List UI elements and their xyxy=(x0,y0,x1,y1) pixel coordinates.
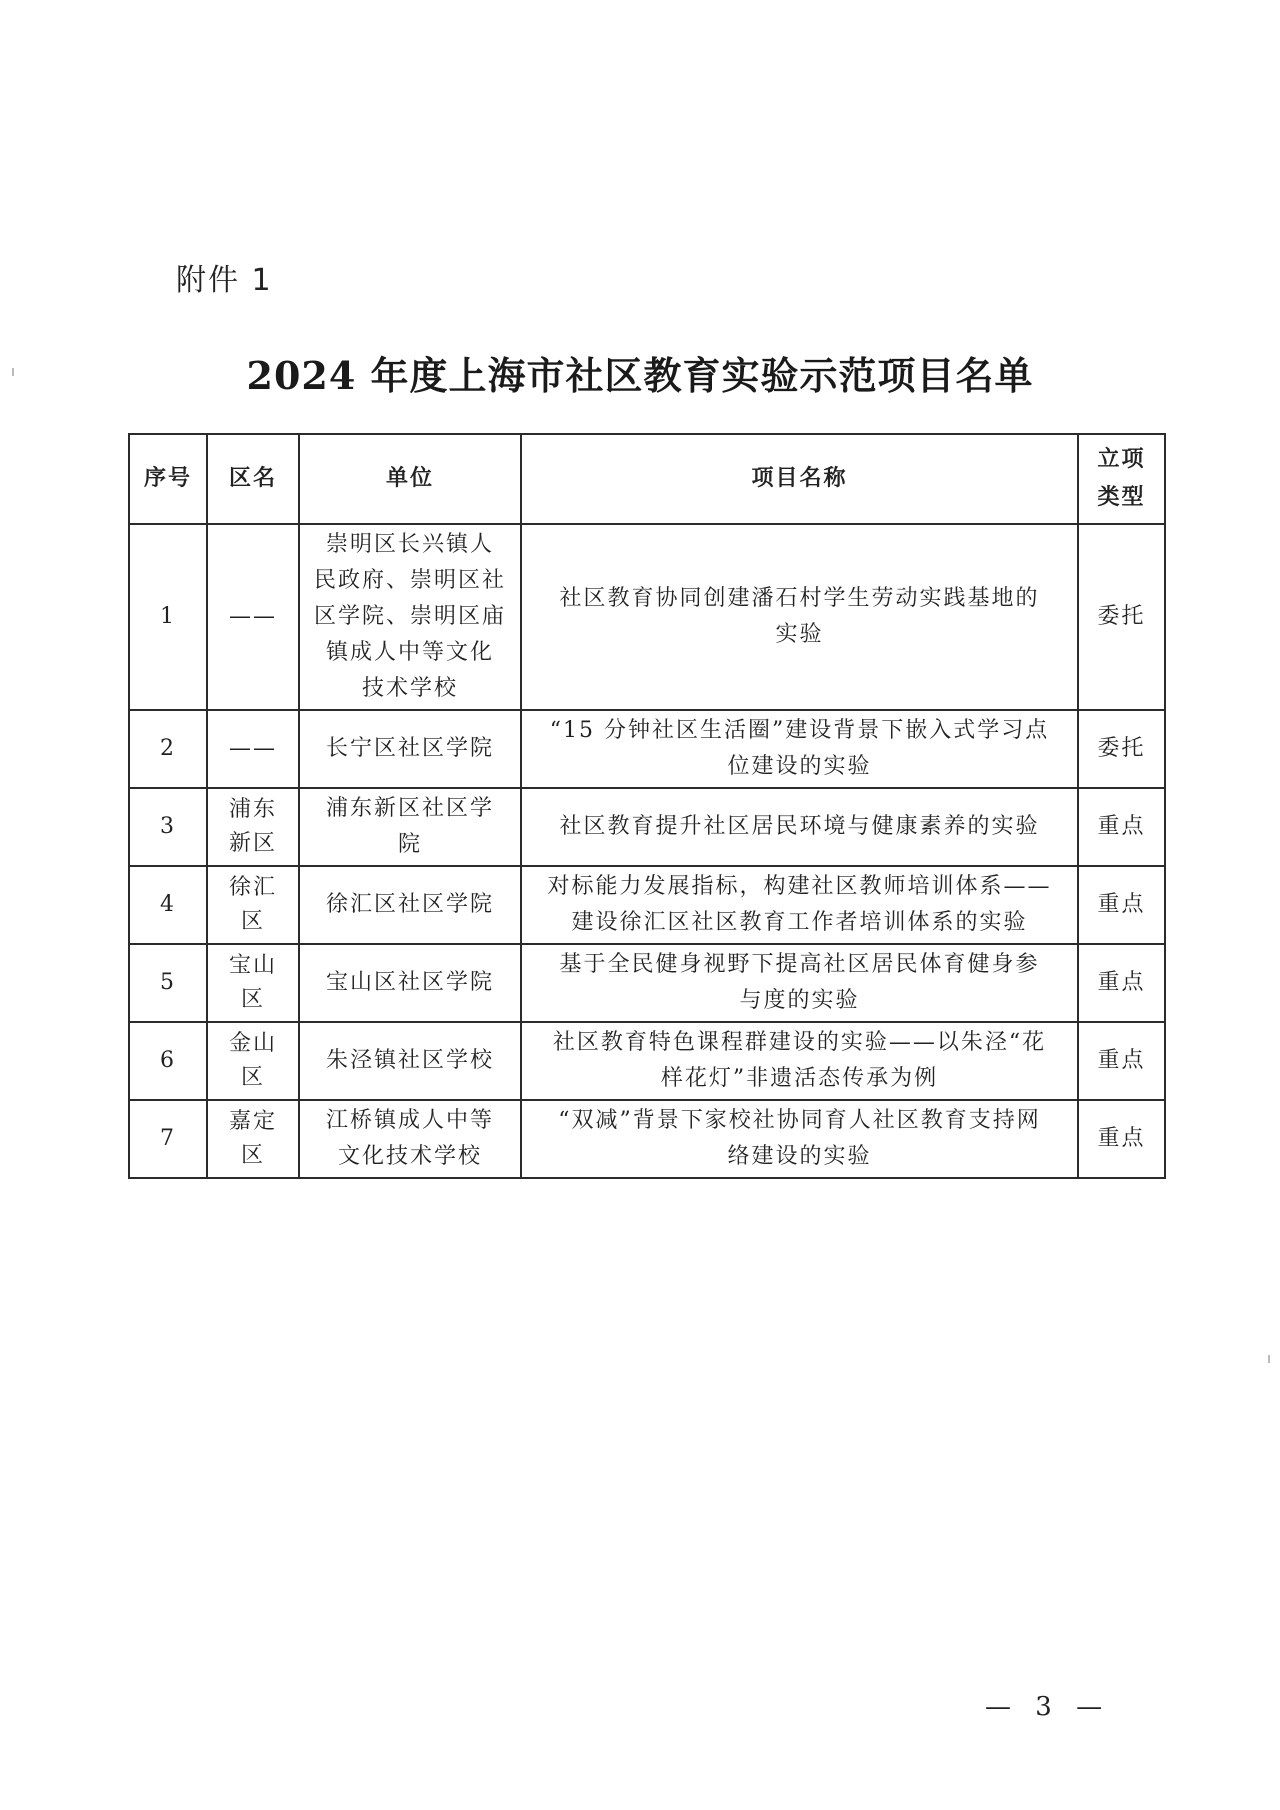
unit-line: 崇明区长兴镇人 xyxy=(325,532,494,557)
unit-line: 浦东新区社区学 xyxy=(325,796,494,821)
project-line: 基于全民健身视野下提高社区居民体育健身参 xyxy=(559,952,1040,977)
district-line: 浦东 xyxy=(228,797,277,822)
row-type: 委托 xyxy=(1078,524,1165,710)
row-unit xyxy=(299,1100,521,1178)
project-line: 实验 xyxy=(775,622,824,647)
row-project xyxy=(521,1100,1078,1178)
row-district xyxy=(207,524,299,710)
unit-line: 民政府、崇明区社 xyxy=(313,568,506,593)
row-unit xyxy=(299,866,521,944)
row-district xyxy=(207,710,299,788)
project-line: “双减”背景下家校社协同育人社区教育支持网 xyxy=(558,1108,1041,1133)
table-row xyxy=(129,710,1165,788)
unit-line: 镇成人中等文化 xyxy=(325,640,494,665)
row-project xyxy=(521,866,1078,944)
row-project xyxy=(521,524,1078,710)
district-line: 区 xyxy=(240,1143,265,1168)
row-no: 6 xyxy=(129,1022,207,1100)
project-line: 与度的实验 xyxy=(739,988,860,1013)
row-type: 重点 xyxy=(1078,1100,1165,1178)
project-line: 建设徐汇区社区教育工作者培训体系的实验 xyxy=(571,910,1028,935)
row-type: 重点 xyxy=(1078,866,1165,944)
page-number: — 3 — xyxy=(985,1692,1111,1722)
row-no: 2 xyxy=(129,710,207,788)
header-type-line1: 立项 xyxy=(1097,447,1146,472)
project-list-table xyxy=(128,433,1166,1179)
row-project xyxy=(521,1022,1078,1100)
project-line: 社区教育协同创建潘石村学生劳动实践基地的 xyxy=(559,586,1040,611)
row-project xyxy=(521,710,1078,788)
table-row xyxy=(129,524,1165,710)
project-line: 位建设的实验 xyxy=(727,754,872,779)
unit-line: 长宁区社区学院 xyxy=(325,736,494,761)
project-line: 社区教育提升社区居民环境与健康素养的实验 xyxy=(559,814,1040,839)
document-title: 2024 年度上海市社区教育实验示范项目名单 xyxy=(246,353,1034,398)
row-project xyxy=(521,944,1078,1022)
district-line: 嘉定 xyxy=(228,1109,277,1134)
row-unit xyxy=(299,524,521,710)
scan-speck xyxy=(1268,1355,1270,1363)
row-type: 重点 xyxy=(1078,1022,1165,1100)
district-line: 区 xyxy=(240,987,265,1012)
row-type: 重点 xyxy=(1078,944,1165,1022)
row-district xyxy=(207,1022,299,1100)
table-row xyxy=(129,866,1165,944)
row-no: 3 xyxy=(129,788,207,866)
table-row xyxy=(129,788,1165,866)
district-line: 徐汇 xyxy=(228,875,277,900)
project-line: “15 分钟社区生活圈”建设背景下嵌入式学习点 xyxy=(549,718,1050,743)
row-unit xyxy=(299,788,521,866)
unit-line: 院 xyxy=(397,832,422,857)
row-unit xyxy=(299,1022,521,1100)
header-no: 序号 xyxy=(129,434,207,524)
district-line: 宝山 xyxy=(228,953,277,978)
project-line: 对标能力发展指标，构建社区教师培训体系—— xyxy=(547,874,1052,899)
row-no: 1 xyxy=(129,524,207,710)
unit-line: 江桥镇成人中等 xyxy=(325,1108,494,1133)
district-line: 区 xyxy=(240,1065,265,1090)
table-row xyxy=(129,1022,1165,1100)
project-line: 社区教育特色课程群建设的实验——以朱泾“花 xyxy=(552,1030,1047,1055)
unit-line: 技术学校 xyxy=(361,676,458,701)
district-line: 金山 xyxy=(228,1031,277,1056)
unit-line: 宝山区社区学院 xyxy=(325,970,494,995)
unit-line: 徐汇区社区学院 xyxy=(325,892,494,917)
row-no: 4 xyxy=(129,866,207,944)
header-district: 区名 xyxy=(207,434,299,524)
row-type: 委托 xyxy=(1078,710,1165,788)
row-no: 5 xyxy=(129,944,207,1022)
table-row xyxy=(129,1100,1165,1178)
row-district xyxy=(207,788,299,866)
district-line: 区 xyxy=(240,909,265,934)
header-unit: 单位 xyxy=(299,434,521,524)
unit-line: 文化技术学校 xyxy=(337,1144,482,1169)
header-type-line2: 类型 xyxy=(1097,485,1146,510)
row-unit xyxy=(299,710,521,788)
header-type xyxy=(1078,434,1165,524)
row-district xyxy=(207,944,299,1022)
project-line: 络建设的实验 xyxy=(727,1144,872,1169)
district-line: 新区 xyxy=(228,831,277,856)
unit-line: 区学院、崇明区庙 xyxy=(313,604,506,629)
table-row xyxy=(129,944,1165,1022)
row-district xyxy=(207,1100,299,1178)
unit-line: 朱泾镇社区学校 xyxy=(325,1048,494,1073)
header-project: 项目名称 xyxy=(521,434,1078,524)
row-unit xyxy=(299,944,521,1022)
row-type: 重点 xyxy=(1078,788,1165,866)
row-no: 7 xyxy=(129,1100,207,1178)
row-district xyxy=(207,866,299,944)
row-project xyxy=(521,788,1078,866)
table-header-row xyxy=(129,434,1165,524)
attachment-label: 附件 1 xyxy=(176,263,273,298)
district-line: —— xyxy=(229,604,277,629)
district-line: —— xyxy=(229,736,277,761)
project-line: 样花灯”非遗活态传承为例 xyxy=(660,1066,939,1091)
